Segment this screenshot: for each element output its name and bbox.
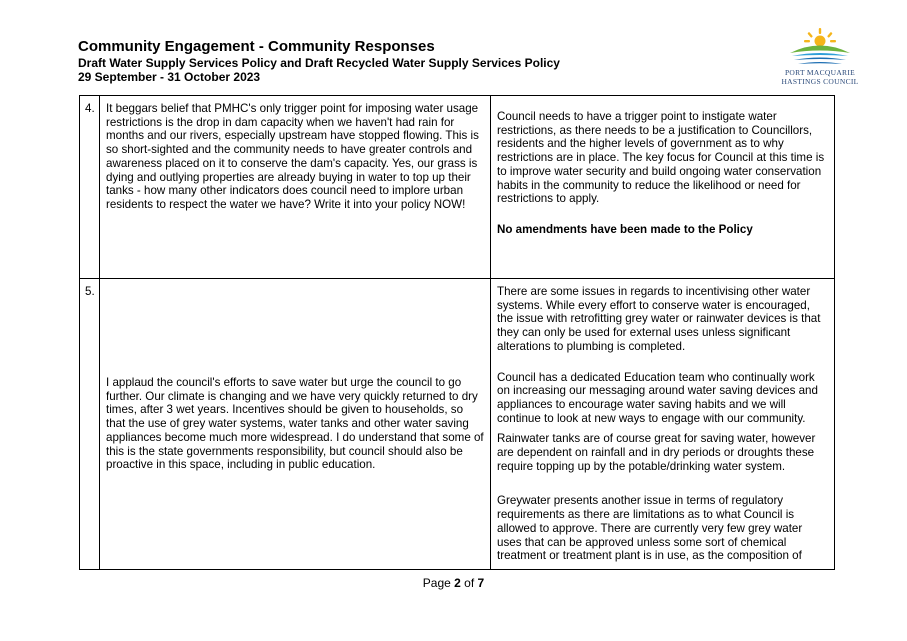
responses-table xyxy=(79,95,835,570)
table-row xyxy=(80,96,835,279)
page-current: 2 xyxy=(454,576,461,590)
logo-text-line2: HASTINGS COUNCIL xyxy=(781,77,859,86)
document-date-range: 29 September - 31 October 2023 xyxy=(78,70,261,84)
response-paragraph: Rainwater tanks are of course great for saving water, however are dependent on rainfall and in dry periods or droughts these require topping up by the potable/drinking water system. xyxy=(497,432,816,473)
page-separator: of xyxy=(460,576,478,590)
response-cell xyxy=(491,96,835,279)
row-number: 4. xyxy=(80,96,100,279)
table-row xyxy=(80,279,835,570)
document-subtitle: Draft Water Supply Services Policy and Draft Recycled Water Supply Services Policy xyxy=(78,56,560,70)
submission-cell xyxy=(100,96,491,279)
document-header xyxy=(0,0,907,92)
document-title: Community Engagement - Community Responses xyxy=(78,38,435,55)
logo-text-line1: PORT MACQUARIE xyxy=(784,68,856,77)
amendment-note: No amendments have been made to the Policy xyxy=(497,222,753,236)
council-logo xyxy=(780,26,860,88)
page-total: 7 xyxy=(477,576,485,590)
submission-cell xyxy=(100,279,491,570)
row-number: 5. xyxy=(80,279,100,570)
response-paragraph: Greywater presents another issue in terms of regulatory requirements as there are limitations as to what Council is allowed to approve. There are currently very few grey water uses that can be approved unless some sort of chemical treatment or treatment plant is in use, as the composition of xyxy=(497,494,803,563)
page-prefix: Page xyxy=(422,576,455,590)
response-paragraph: Council needs to have a trigger point to instigate water restrictions, as there needs to be a justification to Councillors, residents and the higher levels of government as to why restrictions are in place. The key focus for Council at this time is to improve water security and build ongoing water conservation habits in the community to reduce the likelihood or need for restrictions to apply. xyxy=(497,110,825,206)
response-paragraph: There are some issues in regards to incentivising other water systems. While every effort to conserve water is encouraged, the issue with retrofitting grey water or rainwater devices is that they can only be used for external uses unless significant alterations to plumbing is completed. xyxy=(497,285,821,353)
submission-text: It beggars belief that PMHC's only trigger point for imposing water usage restrictions is the drop in dam capacity when we haven't had rain for months and our rivers, especially upstream have stopped flowing. This is so short-sighted and the community needs to have greater controls and awareness placed on it to conserve the dam's capacity. Yes, our grass is dying and outlying properties are already buying in water to top up their tanks - how many other indicators does council need to implore urban residents to respect the water we have? Write it into your policy NOW! xyxy=(106,102,479,211)
response-paragraph: Council has a dedicated Education team who continually work on increasing our messaging around water saving devices and appliances to encourage water saving habits and we will continue to look at new ways to engage with our community. xyxy=(497,370,818,425)
sun-wave-logo-icon xyxy=(780,26,860,68)
response-cell xyxy=(491,279,835,570)
page-footer xyxy=(0,576,907,590)
submission-text: I applaud the council's efforts to save water but urge the council to go further. Our climate is changing and we have very quickly returned to dry times, after 3 wet years. Incentives should be given to households, so that the use of grey water systems, water tanks and other water saving appliances become much more widespread. I do understand that some of this is the state governments responsibility, but council should also be proactive in this space, including in public education. xyxy=(106,376,484,472)
